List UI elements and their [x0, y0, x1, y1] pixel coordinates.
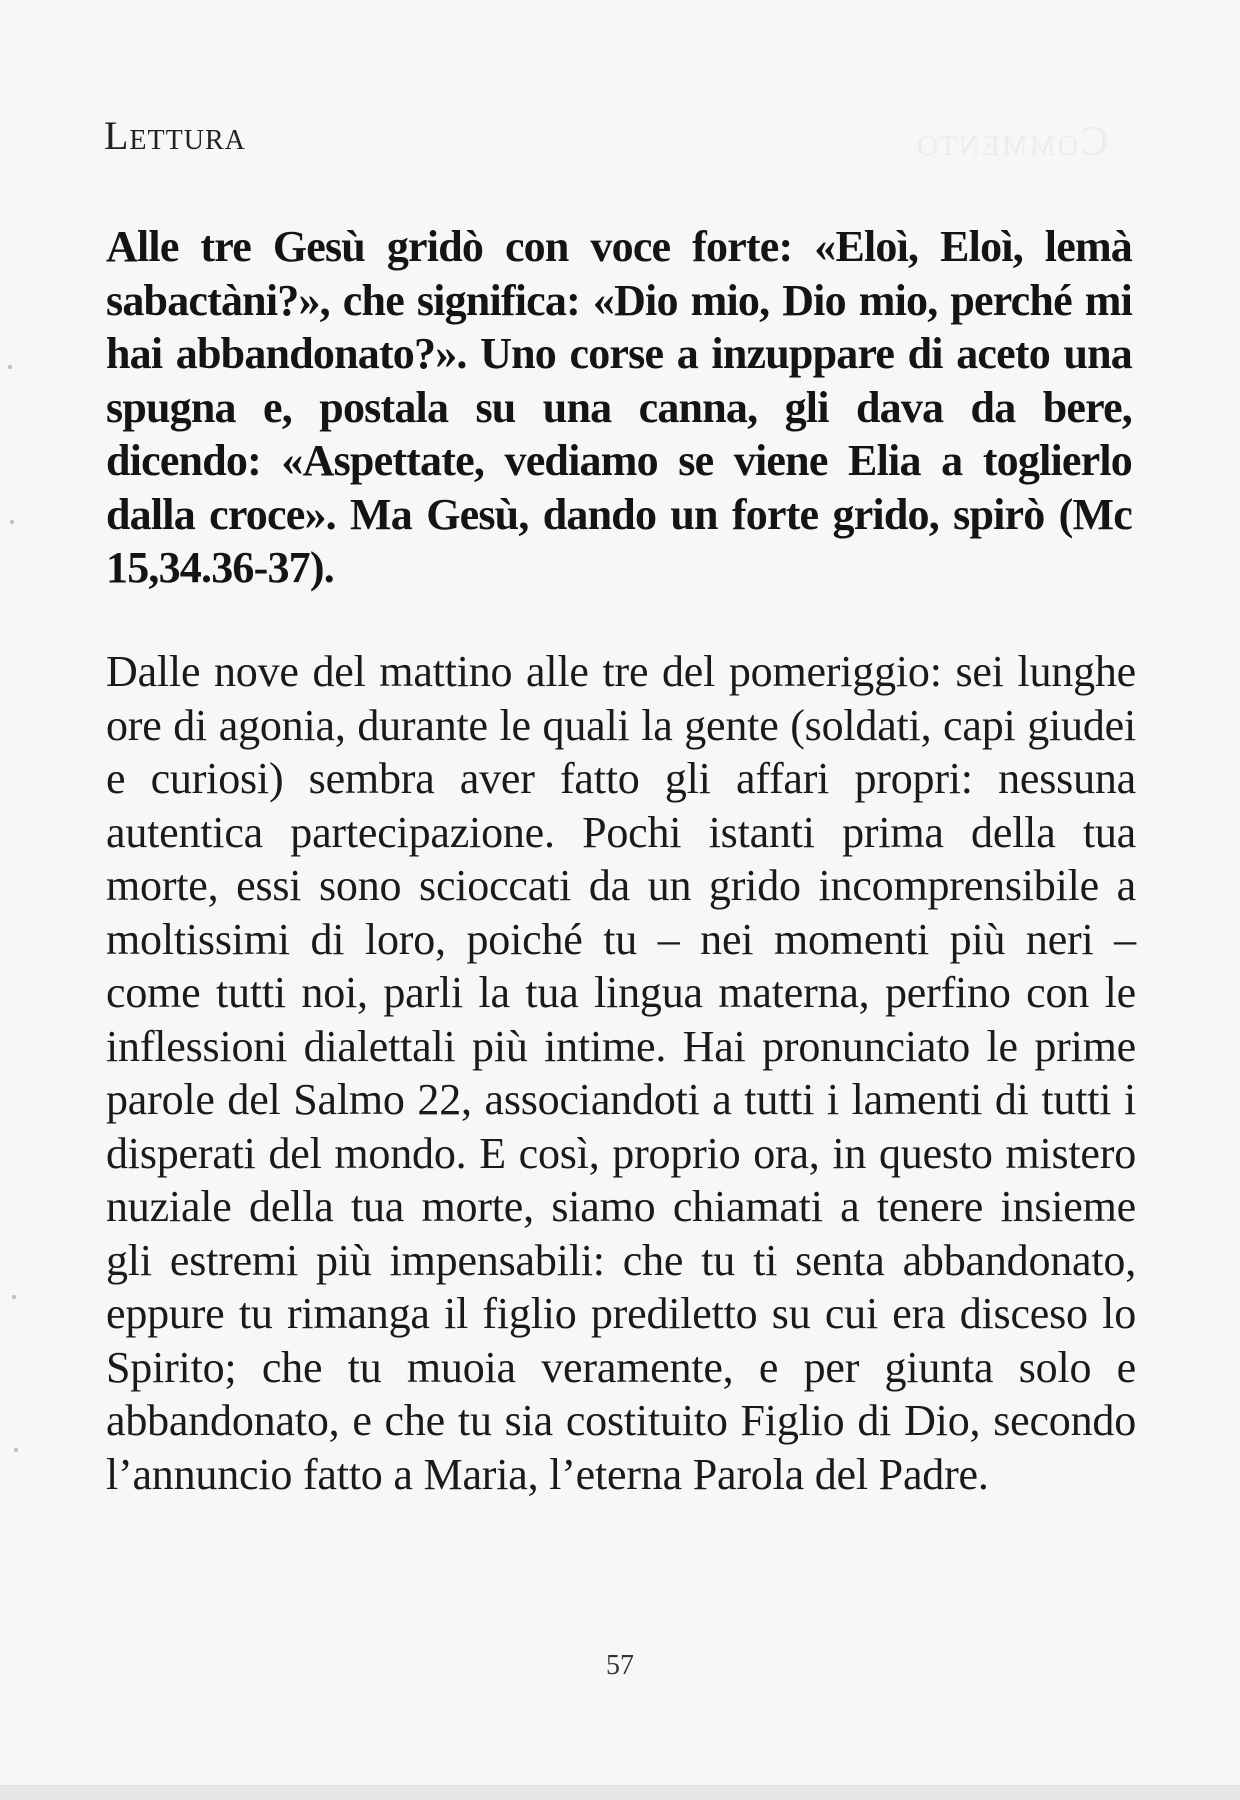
margin-speck [10, 520, 14, 524]
commentary-text: Dalle nove del mattino alle tre del pomeriggio: sei lunghe ore di agonia, durante le quali la gente (soldati, capi giudei e curiosi) sembra aver fatto gli affari propri: nessuna autentica partecipazione. Pochi istanti prima della tua morte, essi sono scioccati da un grido incomprensibile a moltissimi di loro, poiché tu – nei momenti più neri – come tutti noi, parli la tua lingua materna, perfino con le inflessioni dialettali più intime. Hai pronunciato le prime parole del Salmo 22, associandoti a tutti i lamenti di tutti i disperati del mondo. E così, proprio ora, in questo mistero nuziale della tua morte, siamo chiamati a tenere insieme gli estremi più impensabili: che tu ti senta abbandonato, eppure tu rimanga il figlio prediletto su cui era disceso lo Spirito; che tu muoia veramente, e per giunta solo e abbandonato, e che tu sia costituito Figlio di Dio, secondo l’annuncio fatto a Maria, l’eterna Parola del Padre. [106, 647, 1136, 1499]
margin-speck [12, 1295, 16, 1299]
margin-speck [8, 365, 12, 369]
margin-speck [14, 1448, 18, 1452]
scripture-quote: Alle tre Gesù gridò con voce forte: «Eloì, Eloì, lemà sabactàni?», che significa: «Dio mio, Dio mio, perché mi hai abbandonato?». Uno corse a inzuppare di aceto una spugna e, postala su una canna, gli dava da bere, dicendo: «Aspettate, vediamo se viene Elia a toglierlo dalla croce». Ma Gesù, dando un forte grido, spirò (Mc 15,34.36-37). [106, 222, 1132, 592]
page-number: 57 [606, 1650, 634, 1681]
show-through-heading: Commento [915, 119, 1109, 165]
section-heading: Lettura [104, 113, 246, 158]
scan-edge [0, 1785, 1240, 1800]
